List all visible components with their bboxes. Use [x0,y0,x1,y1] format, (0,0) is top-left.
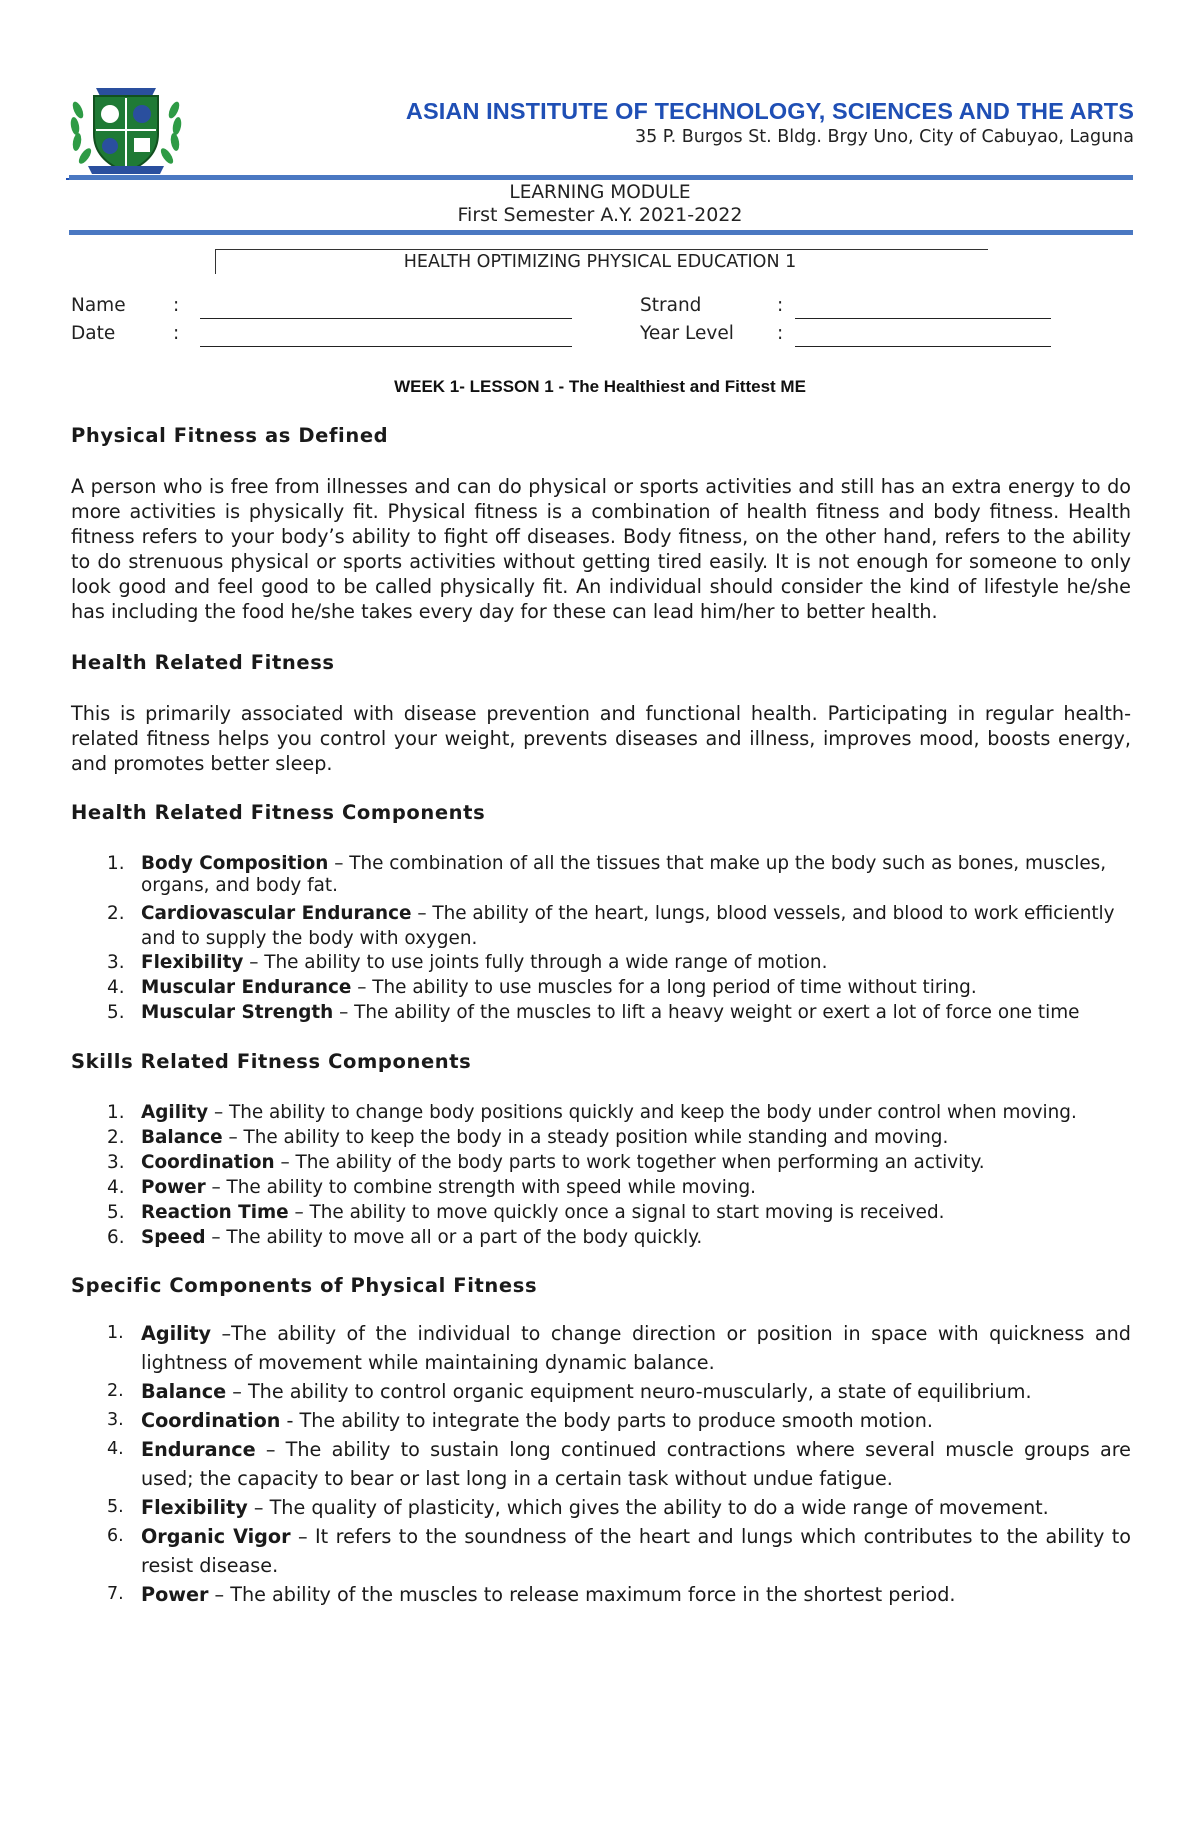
physical-fitness-paragraph: A person who is free from illnesses and can do physical or sports activities and still has an extra energy to do more activities is physically fit. Physical fitness is a combination of health fitness and body fitness. Health fitness refers to your body’s ability to fight off diseases. Body fitness, on the other hand, refers to the ability to do strenuous physical or sports activities without getting tired easily. It is not enough for someone to only look good and feel good to be called physically fit. An individual should consider the kind of lifestyle he/she has including the food he/she takes every day for these can lead him/her to better health. [71,475,1131,623]
list-item: 1. Agility –The ability of the individual to change direction or position in space with quickness and lightness of movement while maintaining dynamic balance. [107,1322,1131,1374]
list-item: 4. Muscular Endurance – The ability to use muscles for a long period of time without tiring. [107,977,977,998]
semester-label: First Semester A.Y. 2021-2022 [457,204,743,226]
list-item: 6. Speed – The ability to move all or a part of the body quickly. [107,1227,703,1248]
list-item: 3. Coordination - The ability to integrate the body parts to produce smooth motion. [107,1409,934,1432]
section-heading-physical-fitness: Physical Fitness as Defined [71,424,389,447]
list-item: 3. Coordination – The ability of the body parts to work together when performing an activity. [107,1152,985,1173]
name-field[interactable] [200,318,572,319]
date-field[interactable] [200,346,572,347]
specific-components-list [71,1319,1131,1609]
date-label: Date [71,323,116,344]
health-components-list [71,853,1131,1024]
list-item: 5. Muscular Strength – The ability of the muscles to lift a heavy weight or exert a lot of force one time [107,1002,1080,1023]
name-colon: : [173,295,180,316]
list-item: 1. Body Composition – The combination of all the tissues that make up the body such as bones, muscles, organs, and body fat. [107,853,1107,896]
subject-title: HEALTH OPTIMIZING PHYSICAL EDUCATION 1 [403,252,797,272]
list-item: 6. Organic Vigor – It refers to the soundness of the heart and lungs which contributes to the ability to resist disease. [107,1525,1132,1577]
year-level-colon: : [777,323,784,344]
strand-colon: : [777,295,784,316]
school-crest-logo [66,80,186,180]
list-item: 4. Endurance – The ability to sustain long continued contractions where several muscle groups are used; the capacity to bear or last long in a certain task without undue fatigue. [107,1438,1131,1490]
institution-name: ASIAN INSTITUTE OF TECHNOLOGY, SCIENCES AND THE ARTS [405,98,1134,124]
section-heading-specific-components: Specific Components of Physical Fitness [71,1274,538,1297]
list-item: 1. Agility – The ability to change body positions quickly and keep the body under control when moving. [107,1102,1077,1123]
header-rule-bottom [69,230,1133,235]
year-level-label: Year Level [640,323,734,344]
list-item: 5. Flexibility – The quality of plasticity, which gives the ability to do a wide range of movement. [107,1496,1049,1519]
year-level-field[interactable] [795,346,1051,347]
list-item: 2. Balance – The ability to control organic equipment neuro-muscularly, a state of equilibrium. [107,1380,1032,1403]
lesson-content [71,424,1131,1609]
list-item: 5. Reaction Time – The ability to move quickly once a signal to start moving is received. [107,1202,945,1223]
name-label: Name [71,295,126,316]
header-rule-top [69,175,1133,180]
list-item: 3. Flexibility – The ability to use joints fully through a wide range of motion. [107,952,828,973]
lesson-title: WEEK 1- LESSON 1 - The Healthiest and Fittest ME [394,377,806,396]
list-item: 2. Balance – The ability to keep the body in a steady position while standing and moving. [107,1127,949,1148]
institution-address: 35 P. Burgos St. Bldg. Brgy Uno, City of Cabuyao, Laguna [634,127,1134,147]
health-related-paragraph: This is primarily associated with disease prevention and functional health. Participating in regular health-related fitness helps you control your weight, prevents diseases and illness, improves mood, boosts energy, and promotes better sleep. [71,702,1131,775]
list-item: 2. Cardiovascular Endurance – The ability of the heart, lungs, blood vessels, and blood to work efficiently and to supply the body with oxygen. [107,903,1115,949]
date-colon: : [173,323,180,344]
section-heading-health-related: Health Related Fitness [71,651,335,674]
strand-label: Strand [640,295,702,316]
skills-components-list [71,1102,1131,1249]
module-title: LEARNING MODULE [509,182,691,203]
section-heading-skills-components: Skills Related Fitness Components [71,1050,472,1073]
strand-field[interactable] [795,318,1051,319]
section-heading-health-components: Health Related Fitness Components [71,801,486,824]
list-item: 4. Power – The ability to combine strength with speed while moving. [107,1177,756,1198]
list-item: 7. Power – The ability of the muscles to release maximum force in the shortest period. [107,1583,956,1606]
